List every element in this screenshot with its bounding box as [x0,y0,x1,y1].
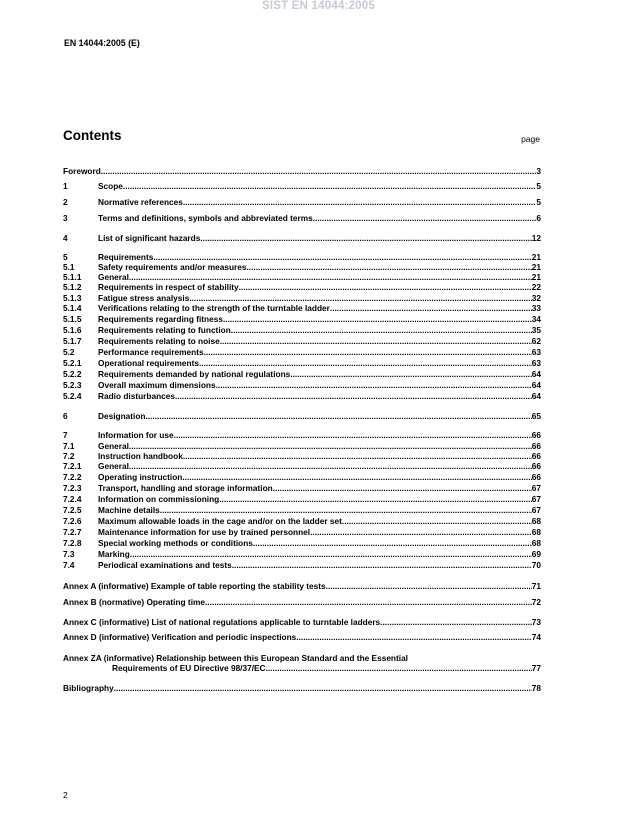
toc-entry-title: Terms and definitions, symbols and abbreviated terms [98,213,313,223]
toc-entry-title: Operational requirements [98,358,199,368]
toc-entry-number: 7.2.4 [63,494,82,504]
dot-leader [160,505,532,516]
dot-leader [199,358,532,369]
toc-entry-page: 74 [531,632,541,642]
toc-entry-title: Performance requirements [98,347,204,357]
dot-leader [123,181,536,192]
toc-entry-title: Foreword [63,166,101,176]
toc-entry-page: 64 [531,391,541,401]
toc-entry-title: Information for use [98,430,174,440]
toc-entry-page: 73 [531,617,541,627]
toc-entry-number: 3 [63,213,68,223]
toc-entry-page: 33 [531,303,541,313]
toc-entry-title: Maximum allowable loads in the cage and/or on the ladder set [98,516,342,526]
toc-entry-number: 7.2.1 [63,461,82,471]
dot-leader [204,347,532,358]
toc-entry-title: Annex B (normative) Operating time [63,597,205,607]
toc-entry-page: 63 [531,347,541,357]
toc-entry-title: Bibliography [63,683,114,693]
toc-entry-title: Requirements demanded by national regulations [98,369,291,379]
toc-entry-title: Normative references [98,197,183,207]
dot-leader [219,494,532,505]
dot-leader [231,325,532,336]
toc-entry-page: 64 [531,369,541,379]
dot-leader [253,538,532,549]
dot-leader [114,683,532,694]
dot-leader [273,483,532,494]
toc-entry-page: 68 [531,538,541,548]
toc-entry-page: 66 [531,472,541,482]
toc-entry-title: Special working methods or conditions [98,538,253,548]
toc-entry-page: 70 [531,560,541,570]
toc-entry-page: 32 [531,293,541,303]
toc-entry-title: Safety requirements and/or measures [98,262,247,272]
toc-entry-page: 22 [531,282,541,292]
toc-entry-title: Requirements relating to function [98,325,231,335]
dot-leader [129,461,532,472]
toc-entry-number: 6 [63,411,68,421]
toc-entry-title: Periodical examinations and tests [98,560,232,570]
dot-leader [313,213,537,224]
toc-entry-number: 5.1.3 [63,293,82,303]
document-id: EN 14044:2005 (E) [64,38,140,48]
toc-entry-number: 7.2 [63,451,75,461]
toc-entry-number: 7.2.6 [63,516,82,526]
toc-entry-page: 68 [531,516,541,526]
toc-entry-number: 5.1 [63,262,75,272]
toc-entry-title: Verifications relating to the strength of the turntable ladder [98,303,330,313]
toc-entry-page: 5 [536,181,541,191]
toc-entry-title: Operating instruction [98,472,183,482]
toc-entry-number: 7.1 [63,441,75,451]
toc-entry-title: Annex C (informative) List of national regulations applicable to turntable ladders [63,617,381,627]
toc-entry-title: General [98,441,129,451]
toc-entry-number: 7.2.7 [63,527,82,537]
toc-entry-page: 3 [536,166,541,176]
toc-entry-number: 5.1.2 [63,282,82,292]
dot-leader [266,663,532,674]
toc-entry-title: Scope [98,181,123,191]
toc-entry-number: 5.2.4 [63,391,82,401]
toc-entry-page: 66 [531,441,541,451]
toc-entry-number: 5 [63,252,68,262]
toc-entry-number: 2 [63,197,68,207]
toc-entry-title: Requirements regarding fitness [98,314,223,324]
dot-leader [200,233,531,244]
dot-leader [223,314,532,325]
dot-leader [205,597,532,608]
toc-entry-number: 7 [63,430,68,440]
toc-entry-page: 67 [531,494,541,504]
toc-entry-page: 66 [531,461,541,471]
dot-leader [296,632,531,643]
toc-entry-title: Requirements relating to noise [98,336,220,346]
toc-entry-number: 4 [63,233,68,243]
toc-entry-page: 78 [531,683,541,693]
toc-entry-number: 5.2 [63,347,75,357]
dot-leader [310,527,532,538]
toc-entry-page: 5 [536,197,541,207]
toc-entry-page: 71 [531,581,541,591]
toc-entry-number: 5.1.1 [63,272,82,282]
toc-entry-title: General [98,272,129,282]
dot-leader [175,391,532,402]
toc-entry-number: 7.2.3 [63,483,82,493]
toc-entry-number: 5.1.4 [63,303,82,313]
toc-entry-page: 21 [531,252,541,262]
dot-leader [182,472,531,483]
toc-entry-title: Machine details [98,505,160,515]
page-number: 2 [63,790,68,800]
toc-entry-number: 5.2.1 [63,358,82,368]
toc-entry-page: 65 [531,411,541,421]
toc-entry-title: Requirements in respect of stability [98,282,239,292]
dot-leader [220,336,532,347]
toc-entry-title: Annex D (informative) Verification and periodic inspections [63,632,297,642]
watermark: SIST EN 14044:2005 [262,0,375,12]
toc-entry-page: 67 [531,505,541,515]
dot-leader [290,369,532,380]
toc-entry-number: 5.1.7 [63,336,82,346]
toc-entry-number: 5.2.2 [63,369,82,379]
dot-leader [330,303,532,314]
toc-entry-annex-za-title[interactable]: Annex ZA (informative) Relationship between this European Standard and the Essential [63,653,408,663]
toc-entry-title: Annex A (informative) Example of table reporting the stability tests [63,581,326,591]
dot-leader [342,516,532,527]
toc-entry-page: 21 [531,262,541,272]
toc-entry-page: 66 [531,451,541,461]
dot-leader [216,380,532,391]
toc-entry-title: Overall maximum dimensions [98,380,216,390]
toc-entry-number: 7.4 [63,560,75,570]
toc-entry-title: Fatigue stress analysis [98,293,190,303]
dot-leader [174,430,532,441]
toc-entry-title: General [98,461,129,471]
toc-entry-title: Designation [98,411,146,421]
toc-entry-page: 69 [531,549,541,559]
toc-entry-page: 66 [531,430,541,440]
toc-entry-page: 62 [531,336,541,346]
dot-leader [101,166,537,177]
dot-leader [232,560,532,571]
toc-entry-title: Radio disturbances [98,391,175,401]
dot-leader [145,411,531,422]
toc-entry-title: List of significant hazards [98,233,201,243]
toc-entry-page: 12 [531,233,541,243]
toc-entry-number: 7.2.8 [63,538,82,548]
dot-leader [130,549,532,560]
toc-entry-page: 34 [531,314,541,324]
toc-entry-title: Maintenance information for use by trained personnel [98,527,311,537]
toc-entry-page: 63 [531,358,541,368]
toc-entry-title: Instruction handbook [98,451,183,461]
toc-entry-title: Requirements of EU Directive 98/37/EC [112,663,266,673]
toc-entry-number: 1 [63,181,68,191]
toc-entry-page: 67 [531,483,541,493]
page-title: Contents [63,128,122,143]
page-column-label: page [521,134,540,144]
toc-entry-number: 7.2.5 [63,505,82,515]
toc-entry-number: 7.2.2 [63,472,82,482]
toc-entry-number: 5.2.3 [63,380,82,390]
toc-entry-page: 35 [531,325,541,335]
toc-entry-title: Information on commissioning [98,494,220,504]
toc-entry-title: Transport, handling and storage information [98,483,273,493]
toc-entry-title: Marking [98,549,130,559]
toc-entry-page: 77 [531,663,541,673]
toc-entry-title: Requirements [98,252,154,262]
toc-entry-number: 5.1.6 [63,325,82,335]
toc-entry-page: 68 [531,527,541,537]
toc-entry-number: 5.1.5 [63,314,82,324]
toc-entry-number: 7.3 [63,549,75,559]
dot-leader [183,197,537,208]
dot-leader [380,617,532,628]
dot-leader [239,282,532,293]
toc-entry-page: 6 [536,213,541,223]
toc-entry-page: 72 [531,597,541,607]
dot-leader [326,581,532,592]
toc-entry-page: 21 [531,272,541,282]
toc-entry-page: 64 [531,380,541,390]
